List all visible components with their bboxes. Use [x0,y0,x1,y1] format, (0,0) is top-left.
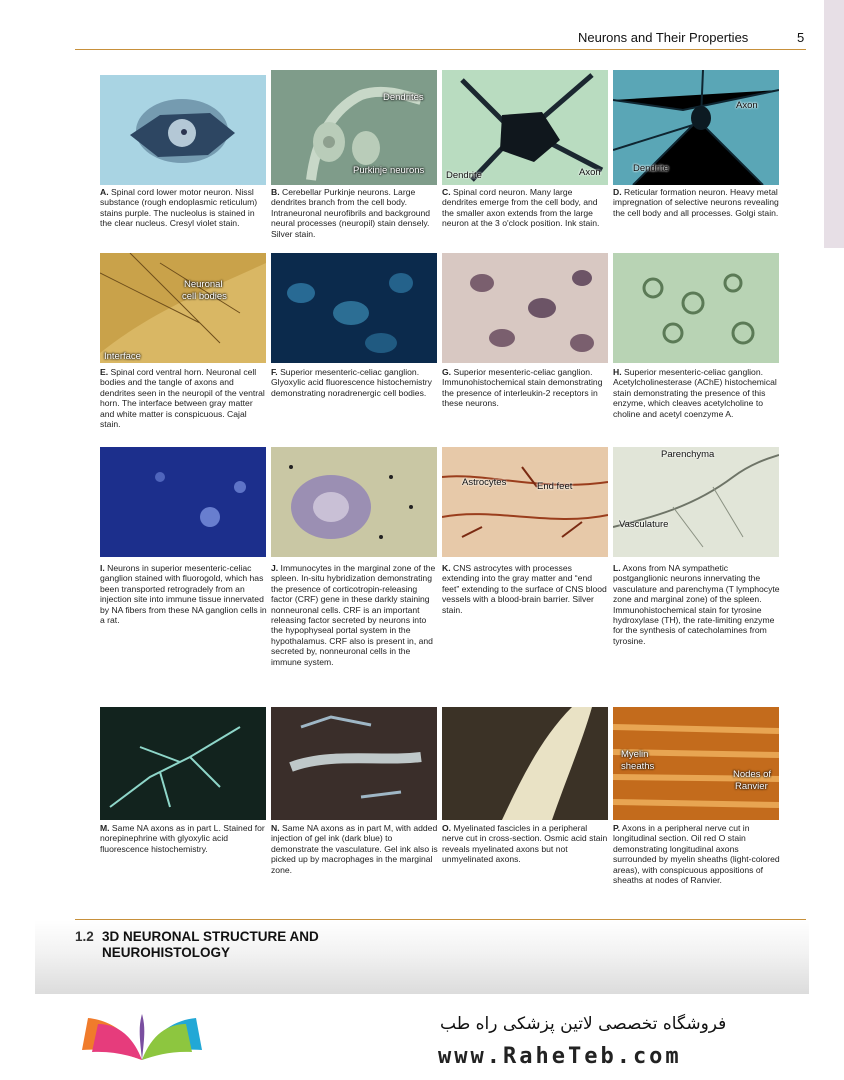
panel-o-photo [442,707,608,820]
panel-p-caption: P. Axons in a peripheral nerve cut in longitudinal section. Oil red O stain demonstrating longitudinal axons surrounded by myelin sheaths (light-colored areas), with conspicuous appositions of sheaths at nodes of Ranvier. [613,823,780,886]
running-title: Neurons and Their Properties [578,30,749,45]
label-myelin: Myelin [621,749,649,760]
label-dendrite: Dendrite [633,163,669,174]
label-end-feet: End feet [537,481,573,492]
section-title: 3D NEURONAL STRUCTURE AND NEUROHISTOLOGY [102,929,319,960]
label-ranvier: Ranvier [735,781,768,792]
label-parenchyma: Parenchyma [661,449,715,460]
panel-l-caption: L. Axons from NA sympathetic postganglionic neurons innervating the vasculature and parenchyma (T lymphocyte zone and marginal zone) of the spleen. Immunohistochemical stain for tyrosine hydroxylase (TH), the rate-limiting enzyme for the synthesis of catecholamines from tyrosine. [613,563,780,646]
label-dendrite: Dendrite [446,170,482,181]
panel-g-photo [442,253,608,363]
panel-h-caption: H. Superior mesenteric-celiac ganglion. Acetylcholinesterase (AChE) histochemical stain demonstrating the presence of this enzyme, which cleaves acetylcholine to choline and acetyl coenzyme A. [613,367,777,419]
panel-o-caption: O. Myelinated fascicles in a peripheral nerve cut in cross-section. Osmic acid stain reveals myelinated axons but not unmyelinated axons. [442,823,608,865]
panel-d-photo [613,70,779,185]
book-logo-icon [78,1010,206,1064]
panel-h-photo [613,253,779,363]
shop-url: www.RaheTeb.com [438,1044,682,1069]
panel-g-caption: G. Superior mesenteric-celiac ganglion. Immunohistochemical stain demonstrating the presence of interleukin-2 receptors in these neurons. [442,367,603,409]
panel-b-photo [271,70,437,185]
label-axon: Axon [579,167,601,178]
panel-b-caption: B. Cerebellar Purkinje neurons. Large dendrites branch from the cell body. Intraneuronal neurofibrils and background neural processes (neuropil) stain densely. Silver stain. [271,187,431,239]
shop-name: فروشگاه تخصصی لاتین پزشکی راه طب [440,1014,727,1034]
page-number: 5 [797,30,805,45]
panel-i-photo [100,447,266,557]
label-astrocytes: Astrocytes [462,477,507,488]
panel-d-caption: D. Reticular formation neuron. Heavy metal impregnation of selective neurons revealing the cell body and all processes. Golgi stain. [613,187,779,218]
panel-m-caption: M. Same NA axons as in part L. Stained for norepinephrine with glyoxylic acid fluorescence histochemistry. [100,823,265,854]
panel-j-photo [271,447,437,557]
panel-c-caption: C. Spinal cord neuron. Many large dendrites emerge from the cell body, and the smaller axon extends from the large neuron at the 3 o'clock position. Ink stain. [442,187,600,229]
panel-e-caption: E. Spinal cord ventral horn. Neuronal cell bodies and the tangle of axons and dendrites seen in the neuropil of the ventral horn. The interface between gray matter and white matter is conspicuous. Cajal stain. [100,367,265,430]
panel-k-caption: K. CNS astrocytes with processes extending into the gray matter and “end feet” extending to the surface of CNS blood vessels with a blood-brain barrier. Silver stain. [442,563,607,615]
label-vasculature: Vasculature [619,519,669,530]
panel-n-photo [271,707,437,820]
panel-a-caption: A. Spinal cord lower motor neuron. Nissl substance (rough endoplasmic reticulum) stains purple. The nucleolus is stained in the clear nucleus. Cresyl violet stain. [100,187,258,229]
panel-i-caption: I. Neurons in superior mesenteric-celiac ganglion stained with fluorogold, which has been transported retrogradely from an injection site into immune tissue innervated by NA fibers from these NA ganglion cells in a rat. [100,563,267,626]
label-interface: Interface [104,351,141,362]
label-purkinje-neurons: Purkinje neurons [353,165,425,176]
section-number: 1.2 [75,929,94,944]
section-rule [75,919,806,920]
panel-k-photo [442,447,608,557]
panel-j-caption: J. Immunocytes in the marginal zone of the spleen. In-situ hybridization demonstrating the presence of corticotropin-releasing factor (CRF) gene in these darkly staining nonneuronal cells. CRF is an important releasing factor secreted by neurons into the hypophyseal portal system in the hypothalamus. CRF also is present in, and secreted by, nonneuronal cells in the immune system. [271,563,436,667]
panel-e-photo [100,253,266,363]
label-neuronal: Neuronal [184,279,223,290]
panel-c-photo [442,70,608,185]
panel-f-photo [271,253,437,363]
panel-a-photo [100,75,266,185]
panel-p-photo [613,707,779,820]
label-cell-bodies: cell bodies [182,291,227,302]
label-nodes-of: Nodes of [733,769,772,780]
panel-m-photo [100,707,266,820]
label-axon: Axon [736,100,758,111]
panel-f-caption: F. Superior mesenteric-celiac ganglion. Glyoxylic acid fluorescence histochemistry demonstrating noradrenergic cell bodies. [271,367,432,398]
label-sheaths: sheaths [621,761,655,772]
panel-n-caption: N. Same NA axons as in part M, with added injection of gel ink (dark blue) to demonstrate the vasculature. Gel ink also is picked up by macrophages in the marginal zone. [271,823,438,875]
label-dendrites: Dendrites [383,92,424,103]
panel-l-photo [613,447,779,557]
